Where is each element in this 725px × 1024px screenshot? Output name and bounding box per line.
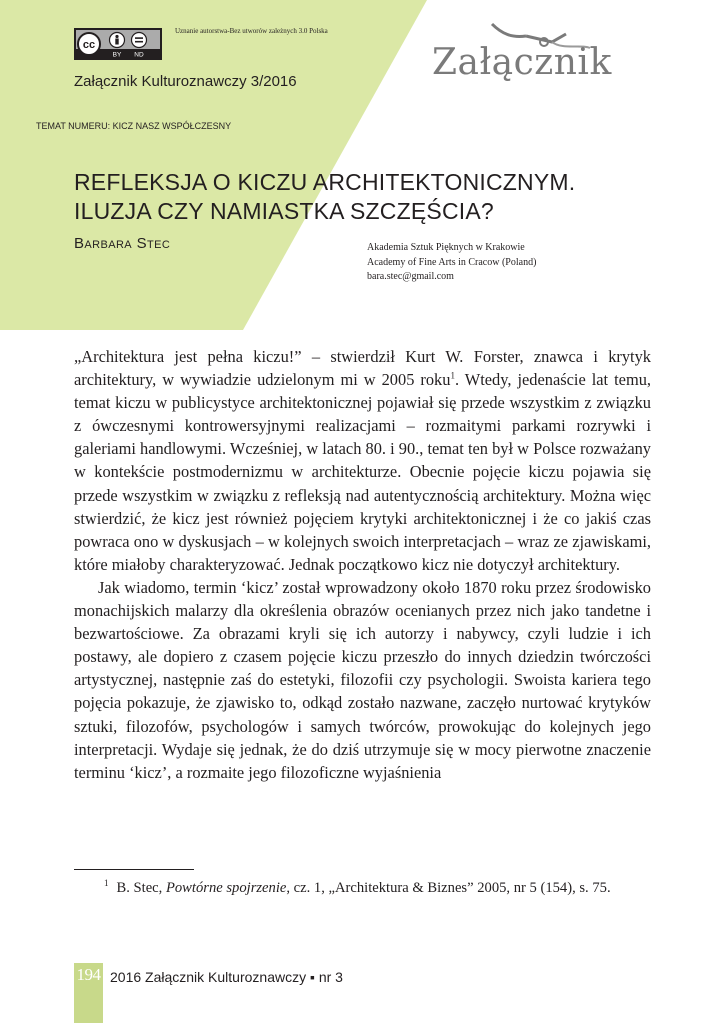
- author-name: Barbara Stec: [74, 235, 171, 252]
- paragraph-2: Jak wiadomo, termin ‘kicz’ został wprowadzony około 1870 roku przez środowisko monachijskich malarzy dla określenia obrazów ocenianych przez nich jako tandetne i bezwartościowe. Za obrazami kryli się ich autorzy i nabywcy, czyli ludzie i ich postawy, ale dopiero z czasem pojęcie kiczu przeszło do innych dziedzin twórczości artystycznej, następnie zaś do estetyki, filozofii czy psychologii. Swoista kariera tego pojęcia pokazuje, że zjawisko to, odkąd zostało nazwane, zaczęło nurtować krytyków sztuki, filozofów, psychologów i samych twórców, prowokując do kolejnych jego interpretacji. Wydaje się jednak, że do dziś utrzymuje się w mocy pierwotne znaczenie terminu ‘kicz’, a rozmaite jego filozoficzne wyjaśnienia: [74, 577, 651, 782]
- author-email[interactable]: bara.stec@gmail.com: [367, 271, 454, 282]
- page-number: 194: [76, 965, 101, 984]
- author-affiliation: [367, 241, 536, 285]
- affiliation-english: Academy of Fine Arts in Cracow (Poland): [367, 256, 537, 268]
- article-body: [74, 345, 651, 784]
- title-line-1: REFLEKSJA O KICZU ARCHITEKTONICZNYM.: [74, 169, 576, 195]
- footnote-divider: [74, 869, 194, 870]
- title-line-2: ILUZJA CZY NAMIASTKA SZCZĘŚCIA?: [74, 198, 494, 224]
- paragraph-1: „Architektura jest pełna kiczu!” – stwierdził Kurt W. Forster, znawca i krytyk architektury, w wywiadzie udzielonym mi w 2005 roku$^1$. Wtedy, jedenaście lat temu, temat kiczu w publicystyce architektonicznej pojawiał się przede wszystkim z związku z ówczesnymi kontrowersyjnymi realizacjami – rozmaitymi parkami rozrywki i galeriami handlowymi. Wcześniej, w latach 80. i 90., temat ten był w Polsce rozważany w kontekście postmodernizmu w architekturze. Obecnie pojęcie kiczu pojawia się przede wszystkim w związku z refleksją nad autentycznością architektury. Można więc stwierdzić, że kicz jest również pojęciem krytyki architektonicznej i że co jakiś czas powraca ono w dyskusjach – w kolejnych swoich interpretacjach – wraz ze zjawiskami, które miałoby charakteryzować. Jednak początkowo kicz nie dotyczył architektury.: [74, 347, 651, 574]
- running-footer: 2016 Załącznik Kulturoznawczy ▪ nr 3: [110, 969, 343, 985]
- cc-license-badge[interactable]: [74, 28, 162, 60]
- footnote-cited-title: Powtórne spojrzenie: [165, 880, 287, 896]
- logo-wordmark: Załącznik: [432, 42, 612, 83]
- journal-title: Załącznik Kulturoznawczy 3/2016: [74, 73, 297, 90]
- license-text[interactable]: Uznanie autorstwa-Bez utworów zależnych 3.0 Polska: [175, 27, 328, 35]
- footnote-1: 1 B. Stec, Powtórne spojrzenie, cz. 1, „Architektura & Biznes” 2005, nr 5 (154), s. 75.: [104, 878, 611, 896]
- cc-nd-label: ND: [134, 51, 144, 59]
- issue-topic: TEMAT NUMERU: KICZ NASZ WSPÓŁCZESNY: [36, 121, 232, 131]
- equals-icon: [132, 33, 147, 48]
- footnote-ref-1[interactable]: 1: [450, 370, 455, 381]
- cc-by-label: BY: [112, 51, 122, 59]
- article-title: [74, 168, 575, 226]
- affiliation-polish: Akademia Sztuk Pięknych w Krakowie: [367, 242, 525, 253]
- cc-symbol-icon: cc: [82, 39, 96, 51]
